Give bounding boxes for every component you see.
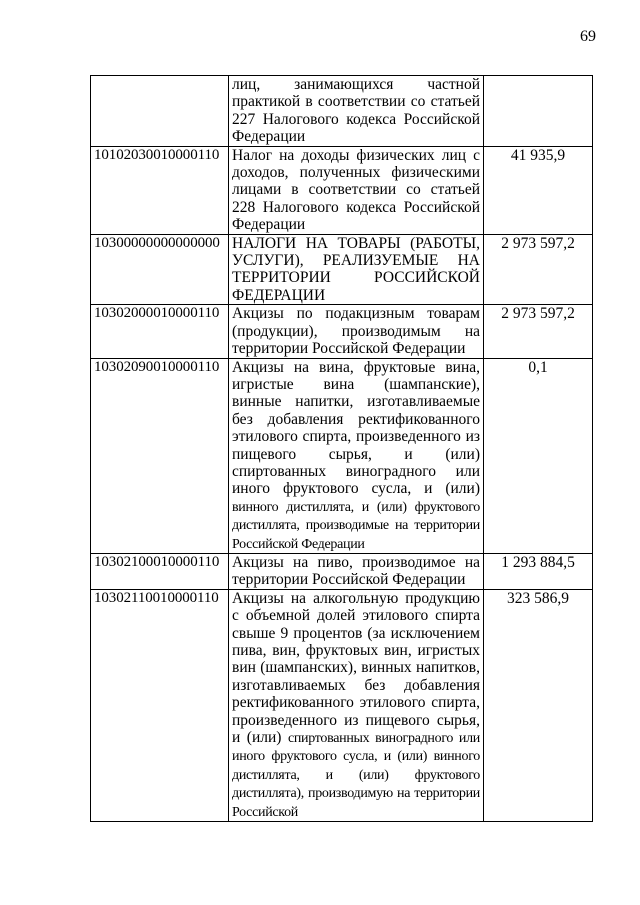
income-name-text: Акцизы на вина, фруктовые вина, игристые вина (шампанские), винные напитки, изготавливаемые без добавления ректификованного этилового спирта, произведенного из пищевого сырья, и (или) спиртованных виноградного или иного фруктового сусла, и (или)	[232, 358, 480, 498]
income-name-text-condensed: винного дистиллята, и (или) фруктового дистиллята, производимые на территории Российской Федерации	[232, 499, 480, 552]
income-name-cell: НАЛОГИ НА ТОВАРЫ (РАБОТЫ, УСЛУГИ), РЕАЛИЗУЕМЫЕ НА ТЕРРИТОРИИ РОССИЙСКОЙ ФЕДЕРАЦИИ	[229, 234, 484, 305]
budget-code-cell: 10300000000000000	[91, 234, 229, 305]
table-row	[91, 146, 593, 234]
budget-code-cell: 10302100010000110	[91, 553, 229, 589]
amount-cell: 2 973 597,2	[484, 305, 593, 358]
table-row	[91, 234, 593, 305]
amount-cell: 1 293 884,5	[484, 553, 593, 589]
amount-cell	[484, 76, 593, 147]
budget-code-cell: 10302000010000110	[91, 305, 229, 358]
income-name-cell: Налог на доходы физических лиц с доходов, полученных физическими лицами в соответствии со статьей 228 Налогового кодекса Российской Федерации	[229, 146, 484, 234]
table-row	[91, 358, 593, 553]
table-row	[91, 589, 593, 821]
page-number: 69	[580, 28, 596, 45]
table-row	[91, 553, 593, 589]
budget-code-cell: 10102030010000110	[91, 146, 229, 234]
income-name-cell	[229, 589, 484, 821]
income-name-text: Акцизы на алкогольную продукцию с объемной долей этилового спирта свыше 9 процентов (за исключением пива, вин, фруктовых вин, игристых вин (шампанских), винных напитков, изготавливаемых без добавления ректификованного этилового спирта, произведенного из пищевого сырья, и (или)	[232, 589, 480, 747]
budget-code-cell	[91, 76, 229, 147]
budget-code-cell: 10302110010000110	[91, 589, 229, 821]
income-name-cell: Акцизы по подакцизным товарам (продукции), производимым на территории Российской Федерации	[229, 305, 484, 358]
amount-cell: 0,1	[484, 358, 593, 553]
income-name-text-condensed: спиртованных виноградного или иного фруктового сусла, и (или) винного дистиллята, и (или) фруктового дистиллята), производимую на территории Российской	[232, 731, 481, 820]
amount-cell: 2 973 597,2	[484, 234, 593, 305]
income-name-cell: лиц, занимающихся частной практикой в соответствии со статьей 227 Налогового кодекса Российской Федерации	[229, 76, 484, 147]
budget-revenue-table	[90, 75, 593, 822]
amount-cell: 323 586,9	[484, 589, 593, 821]
table-row	[91, 305, 593, 358]
amount-cell: 41 935,9	[484, 146, 593, 234]
budget-code-cell: 10302090010000110	[91, 358, 229, 553]
income-name-cell	[229, 358, 484, 553]
income-name-cell: Акцизы на пиво, производимое на территории Российской Федерации	[229, 553, 484, 589]
table-row	[91, 76, 593, 147]
